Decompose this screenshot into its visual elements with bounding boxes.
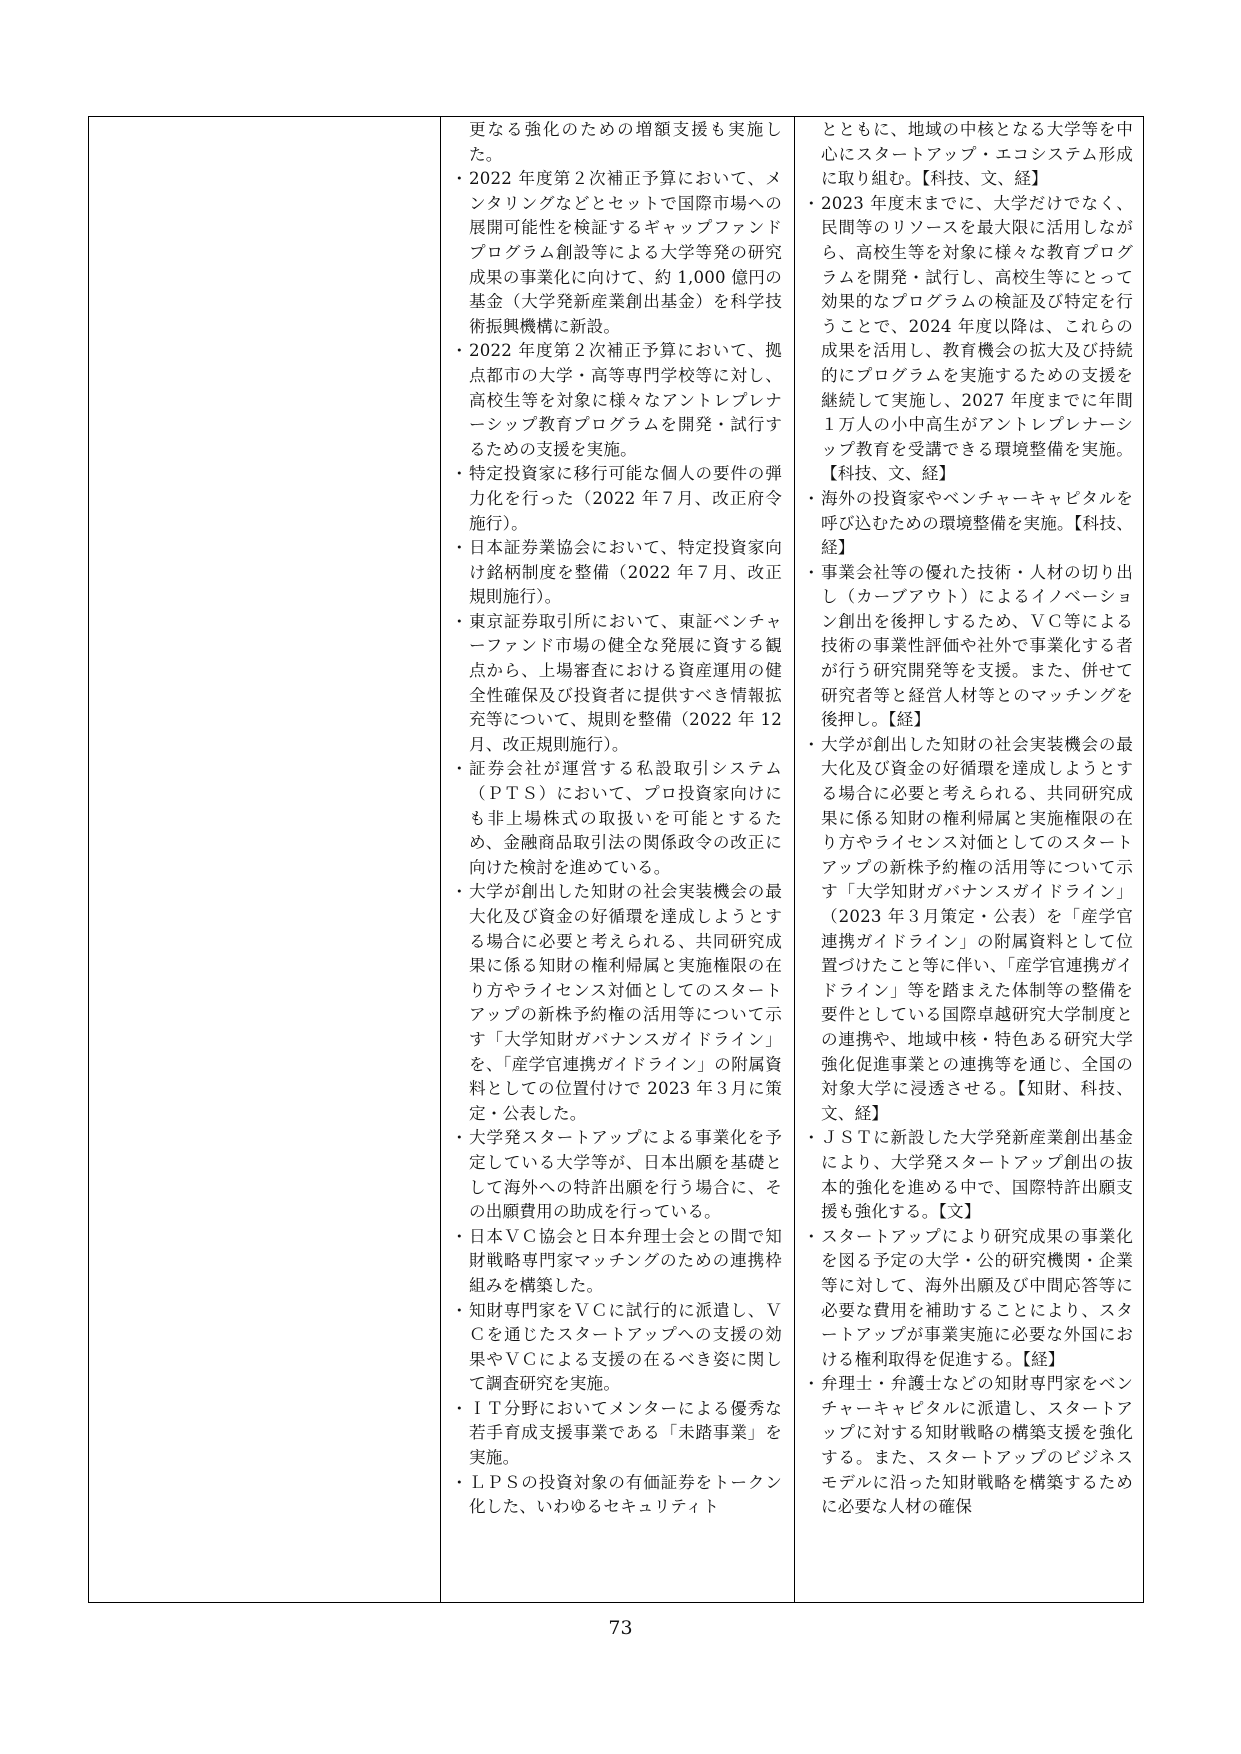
list-item: ・ 大学が創出した知財の社会実装機会の最大化及び資金の好循環を達成しようとする場合に必要と考えられる、共同研究成果に係る知財の権利帰属と実施権限の在り方やライセンス対価としてのスタートアップの新株予約権の活用等について示す「大学知財ガバナンスガイドライン」を、「産学官連携ガイドライン」の附属資料としての位置付けで 2023 年３月に策定・公表した。 — [451, 880, 782, 1126]
list-item: ・ 大学発スタートアップによる事業化を予定している大学等が、日本出願を基礎として海外への特許出願を行う場合に、その出願費用の助成を行っている。 — [451, 1126, 782, 1224]
table-middle-cell — [441, 117, 795, 1602]
list-item: ・ 海外の投資家やベンチャーキャピタルを呼び込むための環境整備を実施。【科技、経】 — [803, 487, 1133, 561]
list-item: ・ 2022 年度第２次補正予算において、メンタリングなどとセットで国際市場への展開可能性を検証するギャップファンドプログラム創設等による大学等発の研究成果の事業化に向けて、約 1,000 億円の基金（大学発新産業創出基金）を科学技術振興機構に新設。 — [451, 167, 782, 339]
list-item: 更なる強化のための増額支援も実施した。 — [469, 120, 782, 164]
table-left-cell — [89, 117, 441, 1602]
list-item: ・ ＬＰＳの投資対象の有価証券をトークン化した、いわゆるセキュリティト — [451, 1471, 782, 1520]
list-item: ・ 特定投資家に移行可能な個人の要件の弾力化を行った（2022 年７月、改正府令施行）。 — [451, 462, 782, 536]
table-right-cell — [795, 117, 1143, 1602]
list-item: ・ 東京証券取引所において、東証ベンチャーファンド市場の健全な発展に資する観点から、上場審査における資産運用の健全性確保及び投資者に提供すべき情報拡充等について、規則を整備（2022 年 12 月、改正規則施行）。 — [451, 610, 782, 758]
list-item: ・ ＪＳＴに新設した大学発新産業創出基金により、大学発スタートアップ創出の抜本的強化を進める中で、国際特許出願支援も強化する。【文】 — [803, 1126, 1133, 1224]
list-item: とともに、地域の中核となる大学等を中心にスタートアップ・エコシステム形成に取り組む。【科技、文、経】 — [821, 120, 1133, 189]
list-item: ・ 日本ＶＣ協会と日本弁理士会との間で知財戦略専門家マッチングのための連携枠組みを構築した。 — [451, 1225, 782, 1299]
list-item: ・ スタートアップにより研究成果の事業化を図る予定の大学・公的研究機関・企業等に対して、海外出願及び中間応答等に必要な費用を補助することにより、スタートアップが事業実施に必要な外国における権利取得を促進する。【経】 — [803, 1225, 1133, 1373]
list-item: ・ 弁理士・弁護士などの知財専門家をベンチャーキャピタルに派遣し、スタートアップに対する知財戦略の構築支援を強化する。また、スタートアップのビジネスモデルに沿った知財戦略を構築するために必要な人材の確保 — [803, 1372, 1133, 1520]
page-number: 73 — [608, 1617, 633, 1639]
list-item: ・ 2023 年度末までに、大学だけでなく、民間等のリソースを最大限に活用しながら、高校生等を対象に様々な教育プログラムを開発・試行し、高校生等にとって効果的なプログラムの検証及び特定を行うことで、2024 年度以降は、これらの成果を活用し、教育機会の拡大及び持続的にプログラムを実施するための支援を継続して実施し、2027 年度までに年間１万人の小中高生がアントレプレナーシップ教育を受講できる環境整備を実施。【科技、文、経】 — [803, 192, 1133, 487]
list-item: ・ 知財専門家をＶＣに試行的に派遣し、ＶＣを通じたスタートアップへの支援の効果やＶＣによる支援の在るべき姿に関して調査研究を実施。 — [451, 1299, 782, 1397]
list-item: ・ 大学が創出した知財の社会実装機会の最大化及び資金の好循環を達成しようとする場合に必要と考えられる、共同研究成果に係る知財の権利帰属と実施権限の在り方やライセンス対価としてのスタートアップの新株予約権の活用等について示す「大学知財ガバナンスガイドライン」（2023 年３月策定・公表）を「産学官連携ガイドライン」の附属資料として位置づけたこと等に伴い、「産学官連携ガイドライン」等を踏まえた体制等の整備を要件としている国際卓越研究大学制度との連携や、地域中核・特色ある研究大学強化促進事業との連携等を通じ、全国の対象大学に浸透させる。【知財、科技、文、経】 — [803, 733, 1133, 1127]
list-item: ・ 証券会社が運営する私設取引システム（ＰＴＳ）において、プロ投資家向けにも非上場株式の取扱いを可能とするため、金融商品取引法の関係政令の改正に向けた検討を進めている。 — [451, 757, 782, 880]
policy-table — [88, 116, 1144, 1603]
list-item: ・ 日本証券業協会において、特定投資家向け銘柄制度を整備（2022 年７月、改正規則施行）。 — [451, 536, 782, 610]
list-item: ・ 2022 年度第２次補正予算において、拠点都市の大学・高等専門学校等に対し、高校生等を対象に様々なアントレプレナーシップ教育プログラムを開発・試行するための支援を実施。 — [451, 339, 782, 462]
list-item: ・ ＩＴ分野においてメンターによる優秀な若手育成支援事業である「未踏事業」を実施。 — [451, 1397, 782, 1471]
list-item: ・ 事業会社等の優れた技術・人材の切り出し（カーブアウト）によるイノベーション創出を後押しするため、ＶＣ等による技術の事業性評価や社外で事業化する者が行う研究開発等を支援。また、併せて研究者等と経営人材等とのマッチングを後押し。【経】 — [803, 561, 1133, 733]
